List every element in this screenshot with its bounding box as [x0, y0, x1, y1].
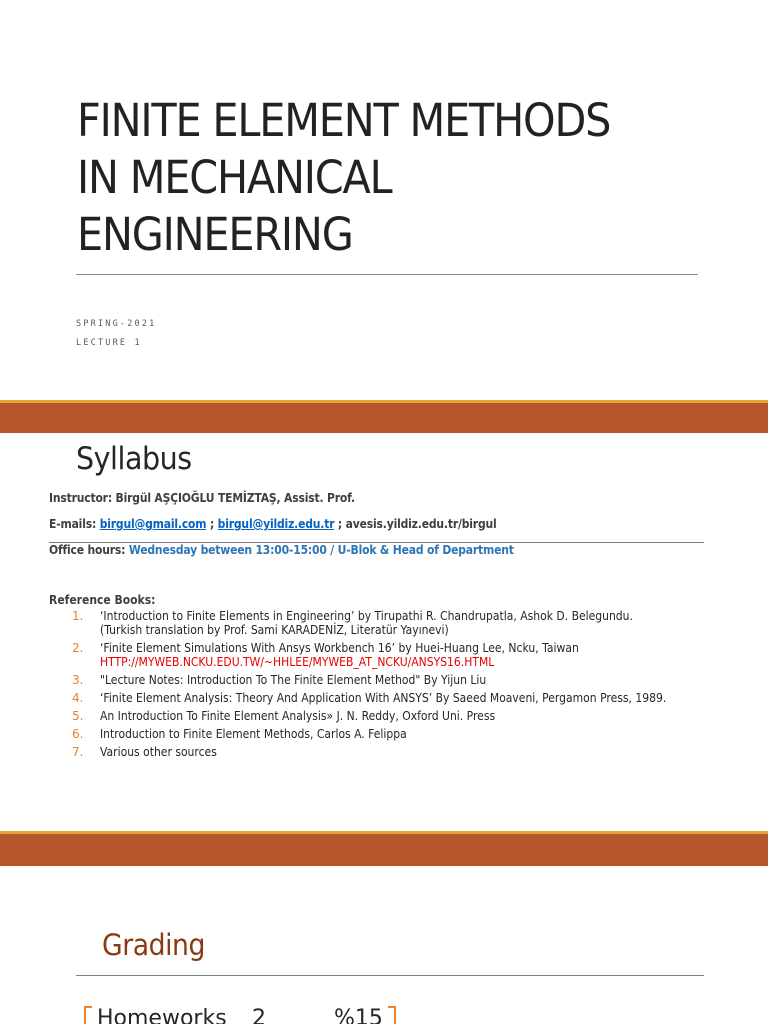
emails-line	[49, 517, 497, 531]
email-link-yildiz[interactable]: birgul@yildiz.edu.tr	[217, 517, 335, 531]
grading-row	[84, 1002, 404, 1024]
left-bracket-shape	[84, 1006, 92, 1024]
email-link-gmail[interactable]: birgul@gmail.com	[99, 517, 207, 531]
lecture-label: LECTURE 1	[76, 338, 142, 348]
reference-list	[70, 609, 710, 763]
office-hours-value: Wednesday between 13:00-15:00 / U-Blok & Head of Department	[128, 543, 514, 557]
slide-title	[77, 92, 666, 263]
grading-weight: %15	[334, 1006, 383, 1024]
grading-slide	[0, 866, 768, 1024]
reference-item	[70, 727, 710, 741]
reference-text: ‘Introduction to Finite Elements in Engineering’ by Tirupathi R. Chandrupatla, Ashok D. Belegundu. (Turkish translation by Prof. Sami KARADENİZ, Literatür Yayınevi)	[100, 609, 633, 637]
slide-separator-band	[0, 834, 768, 866]
reference-text	[100, 641, 676, 669]
title-line-1: FINITE ELEMENT METHODS	[77, 94, 611, 147]
reference-text: An Introduction To Finite Element Analysis» J. N. Reddy, Oxford Uni. Press	[100, 709, 496, 723]
reference-text: "Lecture Notes: Introduction To The Finite Element Method" By Yijun Liu	[100, 673, 487, 687]
syllabus-title: Syllabus	[76, 441, 192, 477]
emails-label: E-mails:	[49, 517, 100, 531]
reference-item	[70, 709, 710, 723]
reference-url-link[interactable]: HTTP://MYWEB.NCKU.EDU.TW/~HHLEE/MYWEB_AT_NCKU/ANSYS16.HTML	[100, 655, 495, 669]
slide-separator-band	[0, 403, 768, 433]
title-divider	[76, 274, 698, 275]
reference-text: Various other sources	[100, 745, 217, 759]
reference-text: Introduction to Finite Element Methods, Carlos A. Felippa	[100, 727, 407, 741]
email-separator: ;	[206, 517, 218, 531]
semester-label: SPRING-2021	[76, 319, 157, 329]
list-number: 2.	[72, 641, 84, 655]
reference-item	[70, 691, 710, 705]
title-line-2: IN MECHANICAL	[77, 151, 392, 204]
list-number: 1.	[72, 609, 84, 623]
grading-item: Homeworks	[97, 1006, 227, 1024]
avesis-address: ; avesis.yildiz.edu.tr/birgul	[334, 517, 497, 531]
list-number: 7.	[72, 745, 84, 759]
reference-item	[70, 745, 710, 759]
right-bracket-shape	[388, 1006, 396, 1024]
reference-title: ‘Finite Element Simulations With Ansys Workbench 16’ by Huei-Huang Lee, Ncku, Taiwan	[100, 641, 579, 655]
reference-text: ‘Finite Element Analysis: Theory And Application With ANSYS’ By Saeed Moaveni, Pergamon Press, 1989.	[100, 691, 667, 705]
reference-item	[70, 673, 710, 687]
title-line-3: ENGINEERING	[77, 208, 353, 261]
list-number: 5.	[72, 709, 84, 723]
list-number: 4.	[72, 691, 84, 705]
office-hours-line	[49, 543, 514, 557]
syllabus-slide	[0, 433, 768, 831]
reference-item	[70, 641, 710, 669]
list-number: 3.	[72, 673, 84, 687]
title-slide	[0, 0, 768, 400]
instructor-line: Instructor: Birgül AŞÇIOĞLU TEMİZTAŞ, Assist. Prof.	[49, 491, 355, 505]
grading-count: 2	[252, 1006, 266, 1024]
grading-divider	[76, 975, 704, 976]
office-hours-label: Office hours:	[49, 543, 129, 557]
grading-title: Grading	[102, 928, 205, 962]
reference-item	[70, 609, 710, 637]
list-number: 6.	[72, 727, 84, 741]
reference-books-heading: Reference Books:	[49, 593, 156, 607]
